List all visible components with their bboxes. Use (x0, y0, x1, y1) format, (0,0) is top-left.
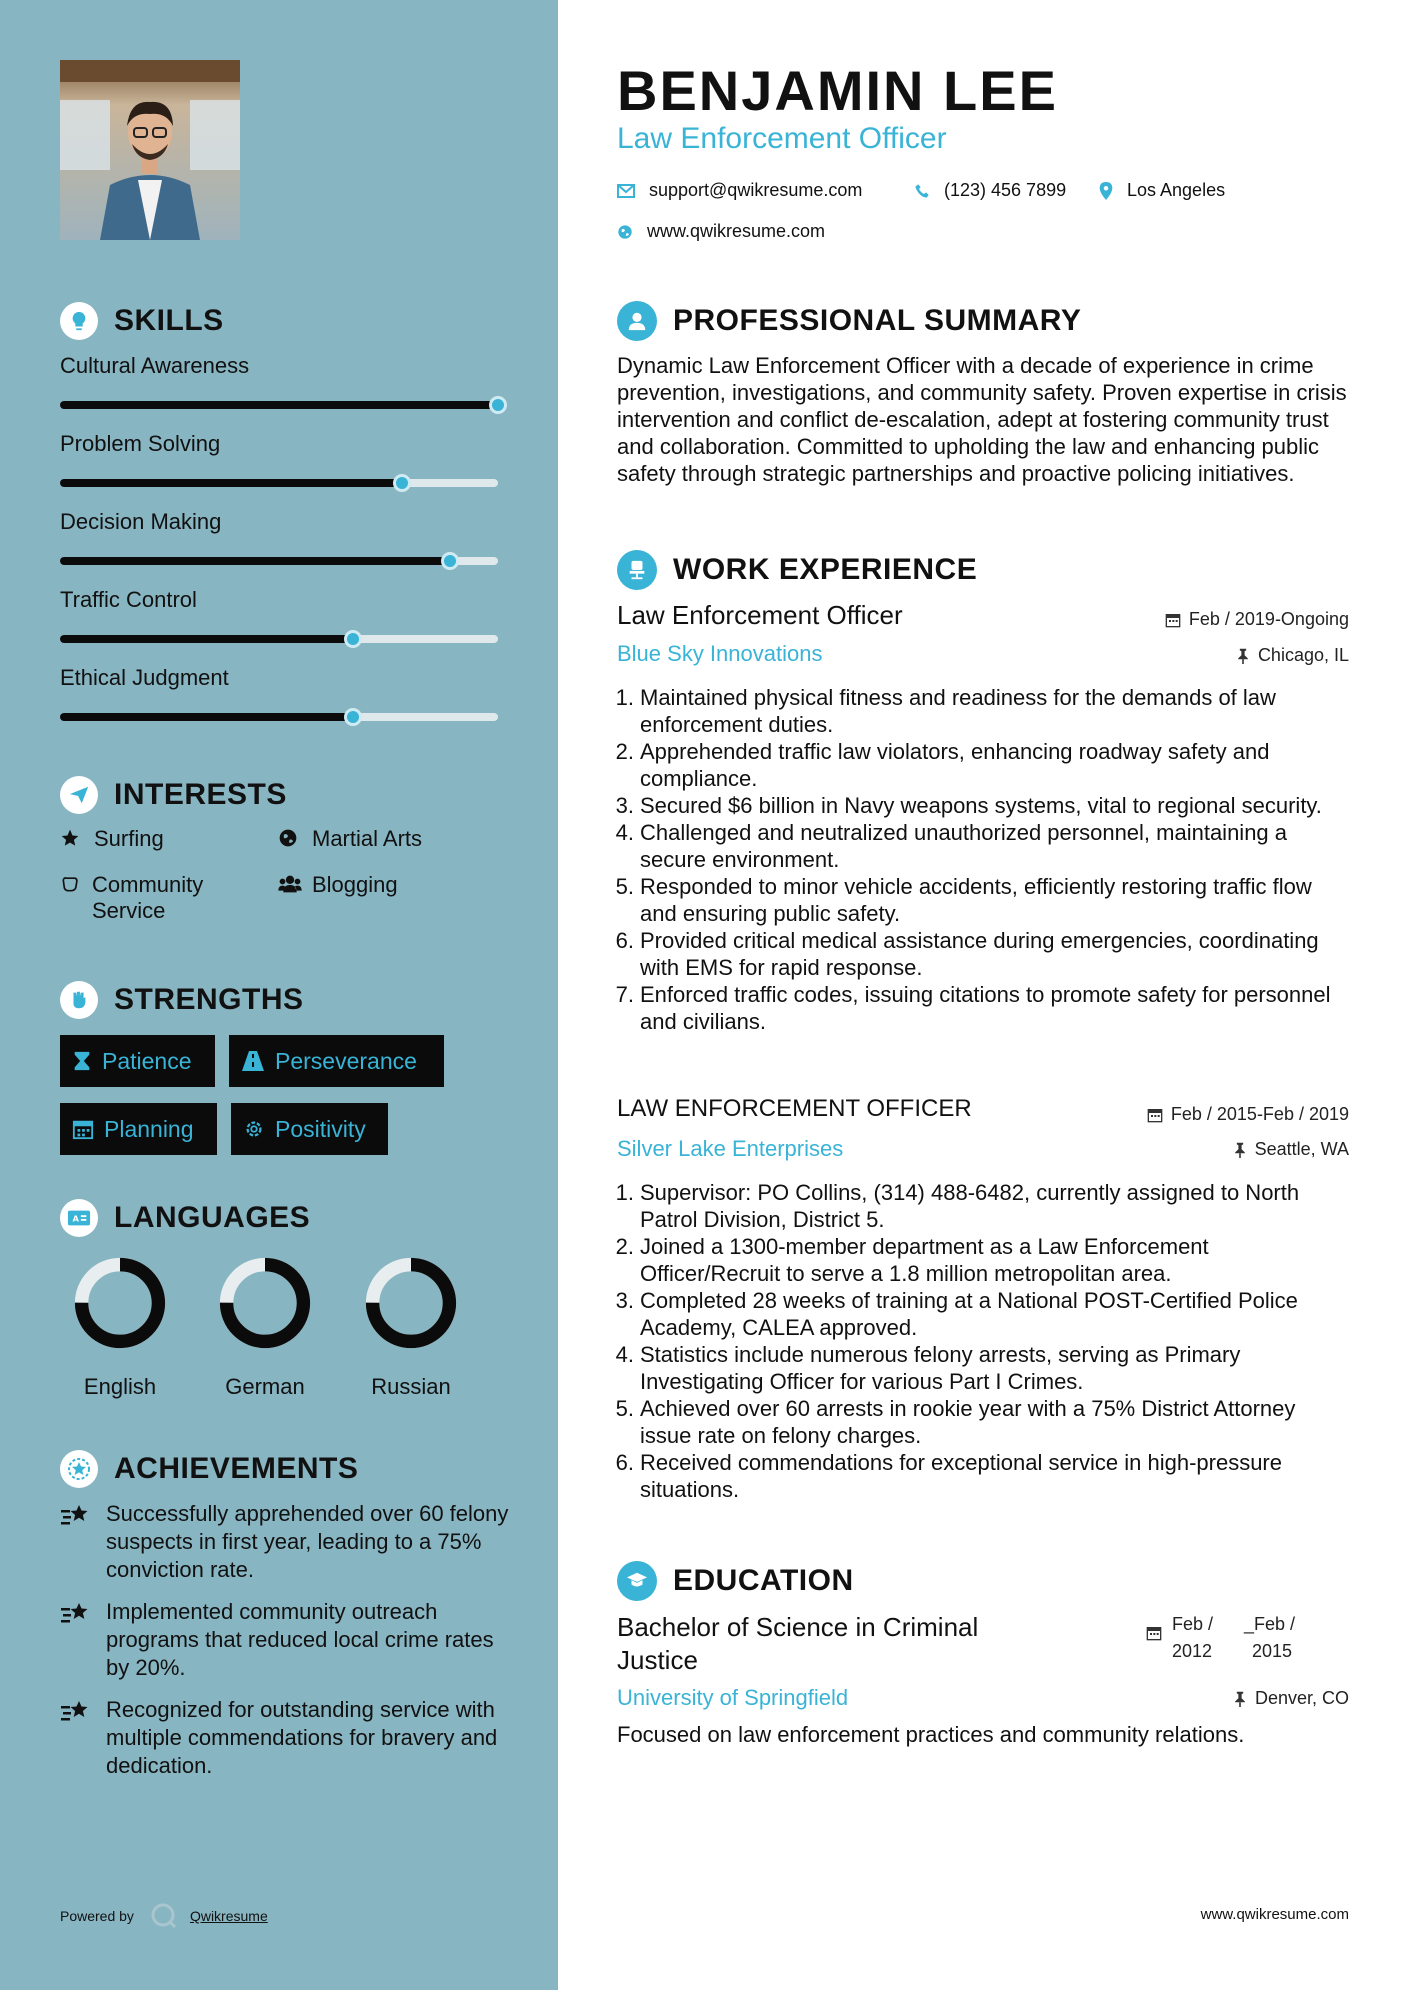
strength-tag (60, 1103, 217, 1155)
language-gauge (72, 1255, 168, 1351)
user-icon (617, 301, 657, 341)
achievement-item (60, 1500, 510, 1584)
bullet-item: 6. Provided critical medical assistance during emergencies, coordinating with EMS for rapid response. (615, 928, 1319, 980)
skill-item (60, 353, 498, 409)
candidate-name: BENJAMIN LEE (617, 59, 1058, 122)
skill-bar (60, 557, 498, 565)
calendar-icon (1146, 1625, 1162, 1665)
achievement-text: Implemented community outreach programs that reduced local crime rates by 20%. (106, 1599, 494, 1680)
lightbulb-icon (60, 302, 98, 340)
star-badge-icon (60, 1450, 98, 1488)
achievement-item (60, 1696, 510, 1780)
skill-knob (344, 708, 362, 726)
languages-heading: A LANGUAGES (60, 1199, 310, 1237)
bullet-item: 5. Responded to minor vehicle accidents, efficiently restoring traffic flow and ensuring public safety. (615, 874, 1312, 926)
qwikresume-link[interactable]: Qwikresume (189, 1908, 268, 1924)
skill-bar (60, 401, 498, 409)
degree-title: Bachelor of Science in Criminal Justice (617, 1612, 979, 1675)
education-description: Focused on law enforcement practices and community relations. (617, 1722, 1245, 1747)
briefcase-chair-icon (617, 550, 657, 590)
company-name: Blue Sky Innovations (617, 641, 823, 666)
contact-location (1099, 180, 1225, 201)
powered-by (60, 1902, 268, 1930)
education-heading: EDUCATION (617, 1561, 854, 1601)
skill-item (60, 665, 498, 721)
email-text: support@qwikresume.com (649, 180, 863, 200)
achievement-item (60, 1598, 510, 1682)
interest-item (278, 872, 398, 900)
skill-knob (393, 474, 411, 492)
sidebar (0, 0, 558, 1990)
phone-text: (123) 456 7899 (944, 180, 1067, 200)
phone-icon (914, 183, 930, 199)
qwikresume-logo-icon (150, 1902, 178, 1930)
skill-knob (441, 552, 459, 570)
map-pin-icon (1099, 182, 1113, 200)
svg-text:A: A (72, 1213, 79, 1224)
job-date (1147, 1104, 1349, 1125)
shooting-star-icon (60, 1698, 92, 1731)
job-location-text: Seattle, WA (1254, 1139, 1349, 1159)
skills-heading: SKILLS (60, 302, 224, 340)
pushpin-icon (1233, 1691, 1247, 1707)
candidate-role: Law Enforcement Officer (617, 122, 947, 155)
bullet-item: 5. Achieved over 60 arrests in rookie year with a 75% District Attorney issue rate on felony charges. (615, 1396, 1296, 1448)
job-bullets (612, 1179, 1352, 1503)
achievement-text: Recognized for outstanding service with multiple commendations for bravery and dedication. (106, 1697, 498, 1778)
bullet-item: 3. Completed 28 weeks of training at a National POST-Certified Police Academy, CALEA approved. (615, 1288, 1298, 1340)
interest-item (60, 826, 164, 854)
star-icon (60, 828, 82, 854)
hand-icon (60, 874, 80, 900)
globe-icon (278, 828, 300, 854)
start-month: Feb / (1172, 1614, 1214, 1634)
job-date-text: Feb / 2019-Ongoing (1188, 609, 1349, 629)
paper-plane-icon (60, 776, 98, 814)
summary-text: Dynamic Law Enforcement Officer with a decade of experience in crime prevention, investigations, and community safety. Proven expertise in crisis intervention and conflict de-escalation, adept at fostering community trust and collaboration. Committed to upholding the law and enhancing public safety through strategic partnerships and proactive policing initiatives. (617, 353, 1347, 486)
education-location (1233, 1688, 1349, 1709)
envelope-icon (617, 184, 635, 198)
pushpin-icon (1236, 648, 1250, 664)
profile-photo (60, 60, 240, 240)
skill-item (60, 587, 498, 643)
skill-label: Problem Solving (60, 431, 221, 456)
gear-icon (243, 1118, 265, 1140)
strength-label: Perseverance (275, 1047, 417, 1074)
language-item (65, 1255, 175, 1400)
achievement-text: Successfully apprehended over 60 felony suspects in first year, leading to a 75% conviction rate. (106, 1501, 509, 1582)
strength-tag (231, 1103, 388, 1155)
bullet-item: 4. Statistics include numerous felony arrests, serving as Primary Investigating Officer for various Part I Crimes. (615, 1342, 1241, 1394)
job-location (1233, 1139, 1349, 1160)
road-icon (241, 1050, 265, 1072)
job-location (1236, 645, 1349, 666)
hourglass-icon (72, 1050, 92, 1072)
job-title: Law Enforcement Officer (617, 600, 903, 630)
bullet-item: 6. Received commendations for exceptional service in high-pressure situations. (615, 1450, 1282, 1502)
skill-item (60, 431, 498, 487)
calendar-icon (72, 1118, 94, 1140)
language-label: German (225, 1374, 305, 1399)
interest-label: Surfing (94, 826, 164, 851)
bullet-item: 3. Secured $6 billion in Navy weapons systems, vital to regional security. (615, 793, 1322, 818)
language-label: Russian (371, 1374, 451, 1399)
end-month: _Feb / (1244, 1614, 1296, 1634)
end-year: 2015 (1252, 1641, 1293, 1661)
footer-url[interactable]: www.qwikresume.com (1200, 1906, 1349, 1923)
pushpin-icon (1233, 1142, 1247, 1158)
globe-icon (617, 224, 633, 240)
interest-item (60, 872, 250, 924)
interest-label: Blogging (312, 872, 398, 897)
job-location-text: Chicago, IL (1257, 645, 1349, 665)
language-item (356, 1255, 466, 1400)
strength-tag (229, 1035, 444, 1087)
language-card-icon (60, 1199, 98, 1237)
interest-item (278, 826, 422, 854)
language-gauge (217, 1255, 313, 1351)
graduate-icon (617, 1561, 657, 1601)
strengths-heading: STRENGTHS (60, 981, 304, 1019)
strength-label: Positivity (275, 1115, 366, 1142)
bullet-item: 1. Supervisor: PO Collins, (314) 488-6482, currently assigned to North Patrol Division, District 5. (615, 1180, 1300, 1232)
skill-label: Cultural Awareness (60, 353, 250, 378)
shooting-star-icon (60, 1502, 92, 1535)
start-year: 2012 (1172, 1641, 1213, 1661)
summary-heading: PROFESSIONAL SUMMARY (617, 301, 1081, 341)
education-location-text: Denver, CO (1254, 1688, 1349, 1708)
language-item (210, 1255, 320, 1400)
contact-phone[interactable] (914, 180, 1066, 201)
fist-icon (60, 981, 98, 1019)
interest-label: Martial Arts (312, 826, 423, 851)
skill-knob (344, 630, 362, 648)
calendar-icon (1147, 1107, 1163, 1123)
school-name: University of Springfield (617, 1685, 849, 1710)
shooting-star-icon (60, 1600, 92, 1633)
job-title: LAW ENFORCEMENT OFFICER (617, 1095, 972, 1122)
job-date-text: Feb / 2015-Feb / 2019 (1170, 1104, 1349, 1124)
location-text: Los Angeles (1127, 180, 1226, 200)
skill-label: Traffic Control (60, 587, 197, 612)
contact-email[interactable] (617, 180, 862, 201)
skill-bar (60, 713, 498, 721)
bullet-item: 4. Challenged and neutralized unauthorized personnel, maintaining a secure environment. (615, 820, 1288, 872)
powered-by-label: Powered by (60, 1908, 134, 1924)
interest-label: Community Service (92, 872, 204, 923)
calendar-icon (1165, 612, 1181, 628)
website-text: www.qwikresume.com (647, 221, 826, 241)
skill-item (60, 509, 498, 565)
users-icon (278, 874, 300, 900)
strength-label: Patience (102, 1047, 192, 1074)
skill-label: Decision Making (60, 509, 222, 534)
bullet-item: 2. Apprehended traffic law violators, enhancing roadway safety and compliance. (615, 739, 1270, 791)
education-start-date (1146, 1611, 1213, 1665)
achievements-heading: ACHIEVEMENTS (60, 1450, 358, 1488)
experience-heading: WORK EXPERIENCE (617, 550, 977, 590)
contact-website[interactable] (617, 221, 825, 242)
skill-bar (60, 479, 498, 487)
skill-label: Ethical Judgment (60, 665, 229, 690)
job-date (1165, 609, 1349, 630)
skill-knob (489, 396, 507, 414)
strength-label: Planning (104, 1115, 194, 1142)
interests-heading: INTERESTS (60, 776, 287, 814)
company-name: Silver Lake Enterprises (617, 1136, 844, 1161)
bullet-item: 7. Enforced traffic codes, issuing citations to promote safety for personnel and civilians. (615, 982, 1331, 1034)
job-bullets (612, 684, 1352, 1035)
language-gauge (363, 1255, 459, 1351)
education-end-date (1244, 1611, 1295, 1665)
bullet-item: 2. Joined a 1300-member department as a Law Enforcement Officer/Recruit to serve a 1.8 million metropolitan area. (615, 1234, 1209, 1286)
strength-tag (60, 1035, 215, 1087)
language-label: English (83, 1374, 157, 1399)
skill-bar (60, 635, 498, 643)
bullet-item: 1. Maintained physical fitness and readiness for the demands of law enforcement duties. (615, 685, 1276, 737)
